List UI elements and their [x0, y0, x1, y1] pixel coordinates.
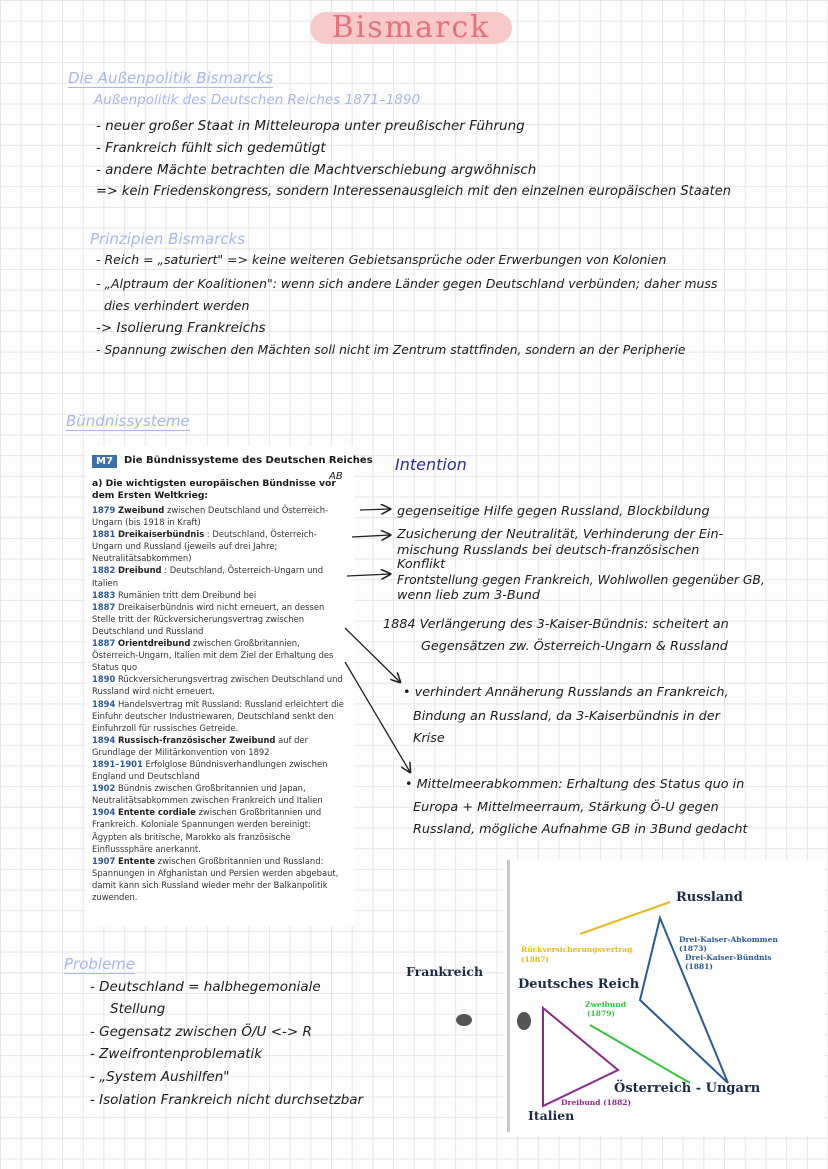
section-heading-prinzipien: Prinzipien Bismarcks [90, 230, 246, 248]
alliance-name: Dreibund [117, 565, 162, 576]
frankreich-marker [456, 1014, 472, 1026]
alliance-year: 1881 [92, 529, 116, 540]
alliance-text: Rumänien tritt dem Dreibund bei [117, 589, 257, 600]
alliance-name: Entente cordiale [117, 807, 196, 818]
intention-note: • verhindert Annäherung Russlands an Frankreich, [403, 685, 729, 700]
label-rueckversicherungsvertrag: Rückversicherungsvertrag [521, 945, 633, 954]
bullet-line: - „System Aushilfen" [90, 1069, 230, 1085]
label-deutsches-reich: Deutsches Reich [518, 977, 640, 992]
bullet-line: => kein Friedenskongress, sondern Interessenausgleich mit den einzelnen europäischen Staaten [96, 184, 731, 199]
label-dreikaiser-abkommen-year: (1873) [679, 944, 707, 953]
label-oesterreich-ungarn: Österreich - Ungarn [614, 1081, 761, 1096]
alliance-text: Rückversicherungsvertrag zwischen Deutschland und Russland wird nicht erneuert. [92, 674, 343, 697]
section-heading-buendnissysteme: Bündnissysteme [66, 412, 190, 430]
alliance-text: zwischen Großbritannien, Österreich-Ungarn, Italien mit dem Ziel der Erhaltung des Status quo [92, 638, 334, 673]
alliance-text: : Deutschland, Österreich-Ungarn und Italien [92, 565, 324, 588]
bullet-line: - Deutschland = halbhegemoniale [90, 979, 321, 995]
bullet-line: - Spannung zwischen den Mächten soll nicht im Zentrum stattfinden, sondern an der Peripherie [96, 343, 686, 357]
alliance-text: Dreikaiserbündnis wird nicht erneuert, an dessen Stelle tritt der Rückversicherungsvertrag zwischen Deutschland und Russland [92, 601, 325, 636]
label-frankreich: Frankreich [406, 964, 484, 979]
intention-note: Krise [413, 731, 445, 746]
subheading-aussenpolitik-reich: Außenpolitik des Deutschen Reiches 1871–1890 [94, 92, 421, 108]
intention-note: Russland, mögliche Aufnahme GB in 3Bund gedacht [413, 822, 748, 837]
alliance-text: Bündnis zwischen Großbritannien und Japan, Neutralitätsabkommen zwischen Frankreich und Italien [92, 783, 323, 806]
alliance-name: Orientdreibund [117, 638, 191, 649]
intention-note: Zusicherung der Neutralität, Verhinderung der Ein- [397, 527, 724, 542]
alliance-year: 1907 [92, 855, 116, 866]
intention-note: Frontstellung gegen Frankreich, Wohlwollen gegenüber GB, [397, 573, 765, 587]
bullet-line: - Zweifrontenproblematik [90, 1046, 263, 1062]
alliance-name: Dreikaiserbündnis [117, 529, 205, 540]
alliance-year: 1891–1901 [92, 758, 143, 769]
label-dreikaiser-abkommen: Drei-Kaiser-Abkommen [679, 935, 778, 944]
label-dreikaiser-buendnis-year: (1881) [685, 962, 713, 971]
dreibund-triangle [543, 1008, 618, 1106]
deutsches-reich-marker [517, 1012, 531, 1030]
bullet-line: - „Alptraum der Koalitionen": wenn sich andere Länder gegen Deutschland verbünden; daher muss [96, 276, 718, 291]
alliance-year: 1890 [92, 674, 116, 685]
label-italien: Italien [528, 1108, 575, 1123]
alliance-year: 1882 [92, 565, 116, 576]
bullet-line: - Frankreich fühlt sich gedemütigt [96, 140, 326, 156]
source-badge: M7 [92, 455, 117, 468]
bullet-line: - Gegensatz zwischen Ö/U <-> R [90, 1024, 312, 1040]
section-heading-aussenpolitik: Die Außenpolitik Bismarcks [68, 69, 274, 87]
label-russland: Russland [676, 890, 743, 905]
intention-note: 1884 Verlängerung des 3-Kaiser-Bündnis: scheitert an [383, 617, 729, 632]
section-heading-probleme: Probleme [64, 955, 136, 973]
alliance-year: 1887 [92, 638, 116, 649]
alliance-name: Russisch-französischer Zweibund [117, 734, 276, 745]
alliance-name: Zweibund [117, 505, 165, 515]
bullet-line: - andere Mächte betrachten die Machtverschiebung argwöhnisch [96, 162, 537, 178]
label-rueckversicherungsvertrag-year: (1887) [521, 955, 549, 964]
bullet-line: Stellung [110, 1001, 166, 1017]
alliance-text: zwischen Deutschland und Österreich-Ungarn (bis 1918 in Kraft) [92, 505, 329, 528]
alliance-text: zwischen Großbritannien und Russland: Spannungen in Afghanistan und Persien werden abgebaut, damit kann sich Russland wieder mehr der Balkanpolitik zuwenden. [92, 855, 339, 902]
intention-note: Bindung an Russland, da 3-Kaiserbündnis in der [413, 709, 720, 724]
label-dreikaiser-buendnis: Drei-Kaiser-Bündnis [685, 953, 772, 962]
alliance-text: Erfolglose Bündnisverhandlungen zwischen England und Deutschland [92, 758, 328, 782]
alliance-name: Entente [117, 855, 155, 866]
intention-note: Europa + Mittelmeerraum, Stärkung Ö-U gegen [413, 800, 719, 815]
intention-note: Konflikt [397, 557, 446, 572]
alliance-text: : Deutschland, Österreich-Ungarn und Russland (jeweils auf drei Jahre; Neutralitätsabkommen) [92, 529, 317, 564]
intention-note: Gegensätzen zw. Österreich-Ungarn & Russland [421, 639, 728, 654]
bullet-line: dies verhindert werden [104, 298, 250, 313]
source-subtitle: a) Die wichtigsten europäischen Bündnisse vor dem Ersten Weltkrieg: [92, 478, 336, 501]
alliance-year: 1879 [92, 505, 116, 515]
source-title: Die Bündnissysteme des Deutschen Reiches [124, 455, 373, 466]
alliance-year: 1894 [92, 698, 116, 709]
intention-note: mischung Russlands bei deutsch-französischen [397, 543, 700, 558]
alliance-year: 1904 [92, 807, 116, 818]
handwritten-ab-note: AB [329, 471, 343, 482]
intention-note: gegenseitige Hilfe gegen Russland, Blockbildung [397, 504, 710, 519]
intention-heading: Intention [395, 455, 467, 474]
label-zweibund: Zweibund [585, 1000, 626, 1009]
intention-note: wenn lieb zum 3-Bund [397, 588, 541, 603]
alliance-year: 1887 [92, 601, 116, 612]
alliance-text: zwischen Großbritannien und Frankreich. Koloniale Spannungen werden bereinigt: Ägypten als britische, Marokko als französische Einflusssphäre anerkannt. [92, 807, 322, 854]
alliance-year: 1902 [92, 783, 116, 794]
bullet-line: - Reich = „saturiert" => keine weiteren Gebietsansprüche oder Erwerbungen von Kolonien [96, 252, 667, 267]
alliance-year: 1883 [92, 589, 116, 600]
alliance-year: 1894 [92, 734, 116, 745]
intention-note: • Mittelmeerabkommen: Erhaltung des Status quo in [405, 777, 745, 792]
bullet-line: - Isolation Frankreich nicht durchsetzbar [90, 1092, 364, 1108]
page-title: Bismarck [331, 10, 491, 45]
alliance-text: Handelsvertrag mit Russland: Russland erleichtert die Einfuhr deutscher Industriewaren, Deutschland senkt den Einfuhrzoll für russisches Getreide. [92, 698, 344, 733]
label-dreibund: Dreibund (1882) [561, 1098, 632, 1107]
label-zweibund-year: (1879) [587, 1009, 615, 1018]
bullet-line: - neuer großer Staat in Mitteleuropa unter preußischer Führung [96, 118, 525, 134]
bullet-line: -> Isolierung Frankreichs [96, 320, 266, 336]
alliance-text: auf der Grundlage der Militärkonvention von 1892 [92, 734, 309, 757]
